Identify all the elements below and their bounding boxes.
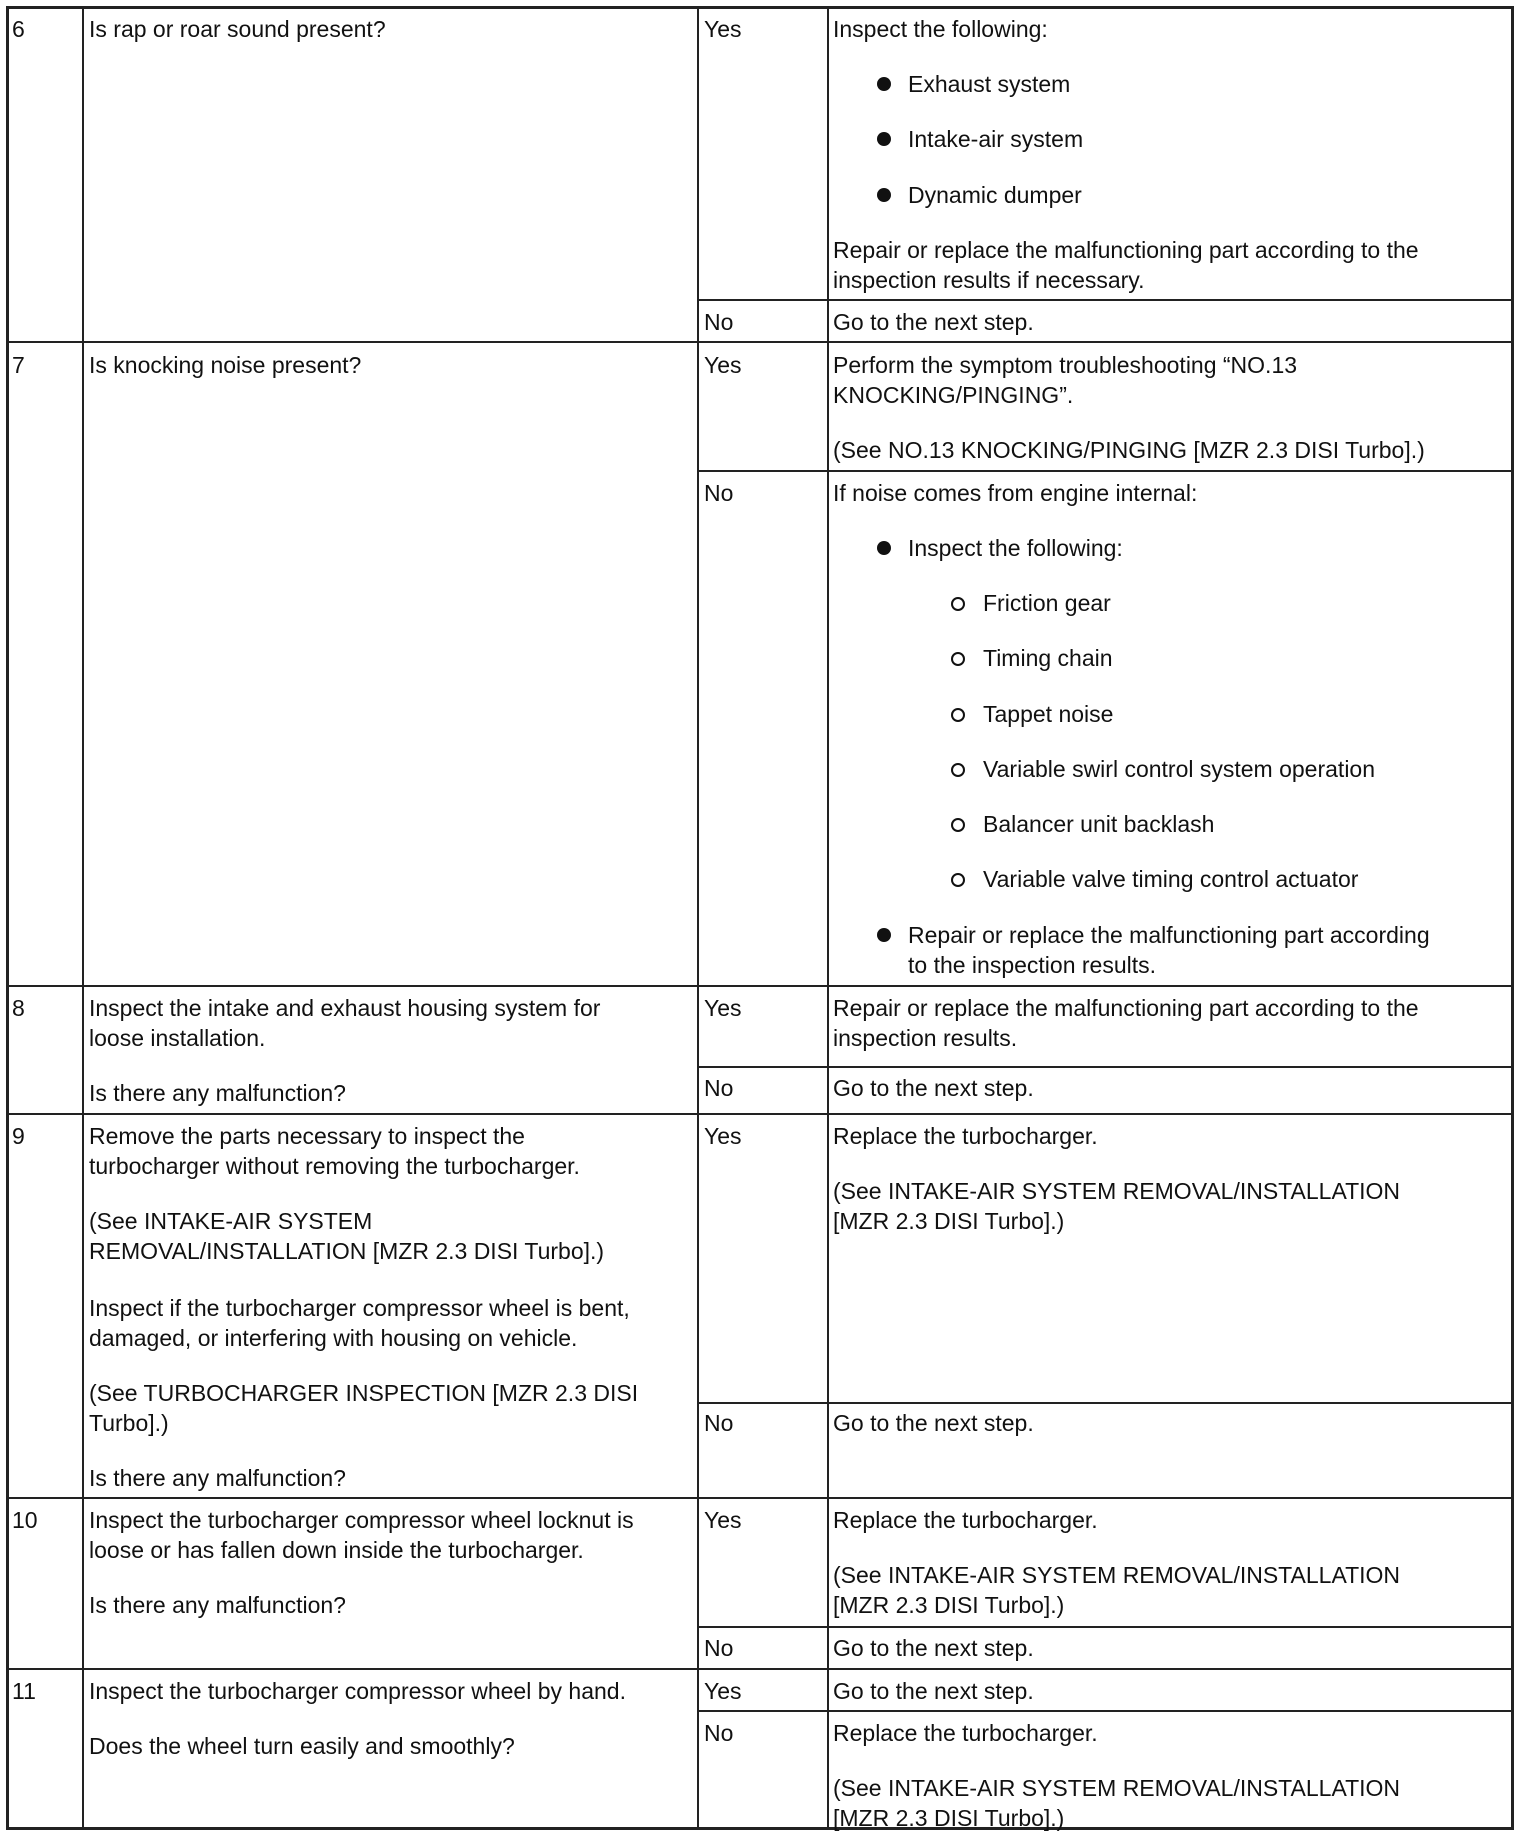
step-question: loose installation. <box>89 1025 266 1051</box>
step-number: 7 <box>12 352 25 378</box>
step-question: Is rap or roar sound present? <box>89 16 386 42</box>
bullet-icon <box>877 188 891 202</box>
yes-reference: (See INTAKE-AIR SYSTEM REMOVAL/INSTALLATION <box>833 1562 1401 1588</box>
inspection-item: Exhaust system <box>908 71 1071 97</box>
yes-no-separator <box>697 1626 1514 1628</box>
yes-action: Repair or replace the malfunctioning part according to the <box>833 237 1419 263</box>
row-separator <box>6 1668 1514 1670</box>
step-reference: Turbo].) <box>89 1410 169 1436</box>
yes-action: KNOCKING/PINGING”. <box>833 382 1074 408</box>
yes-label: Yes <box>704 1678 742 1704</box>
step-question: turbocharger without removing the turbocharger. <box>89 1153 580 1179</box>
yes-reference: [MZR 2.3 DISI Turbo].) <box>833 1592 1065 1618</box>
row-separator <box>6 985 1514 987</box>
yes-label: Yes <box>704 1507 742 1533</box>
yes-label: Yes <box>704 1123 742 1149</box>
step-number: 8 <box>12 995 25 1021</box>
step-question: Remove the parts necessary to inspect the <box>89 1123 525 1149</box>
step-question: Does the wheel turn easily and smoothly? <box>89 1733 515 1759</box>
row-separator <box>6 341 1514 343</box>
sub-bullet-icon <box>951 873 965 887</box>
step-question: Inspect the turbocharger compressor wheel by hand. <box>89 1678 626 1704</box>
yes-reference: (See INTAKE-AIR SYSTEM REMOVAL/INSTALLATION <box>833 1178 1401 1204</box>
inspection-item: Dynamic dumper <box>908 182 1082 208</box>
no-action: Go to the next step. <box>833 309 1034 335</box>
yes-action: Inspect the following: <box>833 16 1048 42</box>
sub-bullet-icon <box>951 818 965 832</box>
column-divider-answer <box>827 6 829 1830</box>
yes-action: inspection results. <box>833 1025 1018 1051</box>
bullet-icon <box>877 132 891 146</box>
inspection-subitem: Balancer unit backlash <box>983 811 1215 837</box>
no-reference: (See INTAKE-AIR SYSTEM REMOVAL/INSTALLATION <box>833 1775 1401 1801</box>
row-separator <box>6 1113 1514 1115</box>
yes-reference: [MZR 2.3 DISI Turbo].) <box>833 1208 1065 1234</box>
yes-no-separator <box>697 1710 1514 1712</box>
no-action: Go to the next step. <box>833 1635 1034 1661</box>
yes-no-separator <box>697 470 1514 472</box>
yes-no-separator <box>697 1402 1514 1404</box>
step-number: 10 <box>12 1507 38 1533</box>
yes-action: Perform the symptom troubleshooting “NO.13 <box>833 352 1298 378</box>
yes-label: Yes <box>704 16 742 42</box>
yes-no-separator <box>697 299 1514 301</box>
step-number: 11 <box>12 1678 36 1704</box>
step-question: loose or has fallen down inside the turbocharger. <box>89 1537 584 1563</box>
bullet-icon <box>877 77 891 91</box>
no-reference: [MZR 2.3 DISI Turbo].) <box>833 1805 1065 1831</box>
step-question: Inspect the intake and exhaust housing system for <box>89 995 601 1021</box>
no-label: No <box>704 309 734 335</box>
yes-label: Yes <box>704 995 742 1021</box>
no-label: No <box>704 1410 734 1436</box>
no-action: Go to the next step. <box>833 1075 1034 1101</box>
step-question: Inspect the turbocharger compressor wheel locknut is <box>89 1507 634 1533</box>
step-reference: (See INTAKE-AIR SYSTEM <box>89 1208 373 1234</box>
no-label: No <box>704 1720 734 1746</box>
inspection-subitem: Variable valve timing control actuator <box>983 866 1359 892</box>
no-action: If noise comes from engine internal: <box>833 480 1198 506</box>
no-action: to the inspection results. <box>908 952 1157 978</box>
yes-action: Repair or replace the malfunctioning part according to the <box>833 995 1419 1021</box>
yes-reference: (See NO.13 KNOCKING/PINGING [MZR 2.3 DISI Turbo].) <box>833 437 1425 463</box>
inspection-item: Intake-air system <box>908 126 1084 152</box>
no-action: Replace the turbocharger. <box>833 1720 1098 1746</box>
yes-action: Go to the next step. <box>833 1678 1034 1704</box>
step-question: Is there any malfunction? <box>89 1465 346 1491</box>
yes-action: Replace the turbocharger. <box>833 1507 1098 1533</box>
bullet-icon <box>877 541 891 555</box>
step-question: damaged, or interfering with housing on vehicle. <box>89 1325 578 1351</box>
sub-bullet-icon <box>951 708 965 722</box>
yes-action: inspection results if necessary. <box>833 267 1145 293</box>
step-question: Is there any malfunction? <box>89 1080 346 1106</box>
inspection-subitem: Tappet noise <box>983 701 1114 727</box>
no-action: Repair or replace the malfunctioning part according <box>908 922 1430 948</box>
yes-action: Replace the turbocharger. <box>833 1123 1098 1149</box>
column-divider-step <box>82 6 84 1830</box>
step-number: 6 <box>12 16 25 42</box>
step-number: 9 <box>12 1123 25 1149</box>
inspection-subitem: Variable swirl control system operation <box>983 756 1376 782</box>
step-question: Is there any malfunction? <box>89 1592 346 1618</box>
sub-bullet-icon <box>951 652 965 666</box>
step-reference: REMOVAL/INSTALLATION [MZR 2.3 DISI Turbo].) <box>89 1238 605 1264</box>
bullet-icon <box>877 928 891 942</box>
step-question: Is knocking noise present? <box>89 352 362 378</box>
step-reference: (See TURBOCHARGER INSPECTION [MZR 2.3 DISI <box>89 1380 639 1406</box>
column-divider-question <box>697 6 699 1830</box>
sub-bullet-icon <box>951 597 965 611</box>
no-action: Go to the next step. <box>833 1410 1034 1436</box>
inspection-subitem: Friction gear <box>983 590 1111 616</box>
step-question: Inspect if the turbocharger compressor wheel is bent, <box>89 1295 630 1321</box>
no-label: No <box>704 1635 734 1661</box>
inspection-subitem: Timing chain <box>983 645 1113 671</box>
no-label: No <box>704 1075 734 1101</box>
no-label: No <box>704 480 734 506</box>
sub-bullet-icon <box>951 763 965 777</box>
no-action: Inspect the following: <box>908 535 1123 561</box>
row-separator <box>6 1497 1514 1499</box>
yes-label: Yes <box>704 352 742 378</box>
yes-no-separator <box>697 1066 1514 1068</box>
